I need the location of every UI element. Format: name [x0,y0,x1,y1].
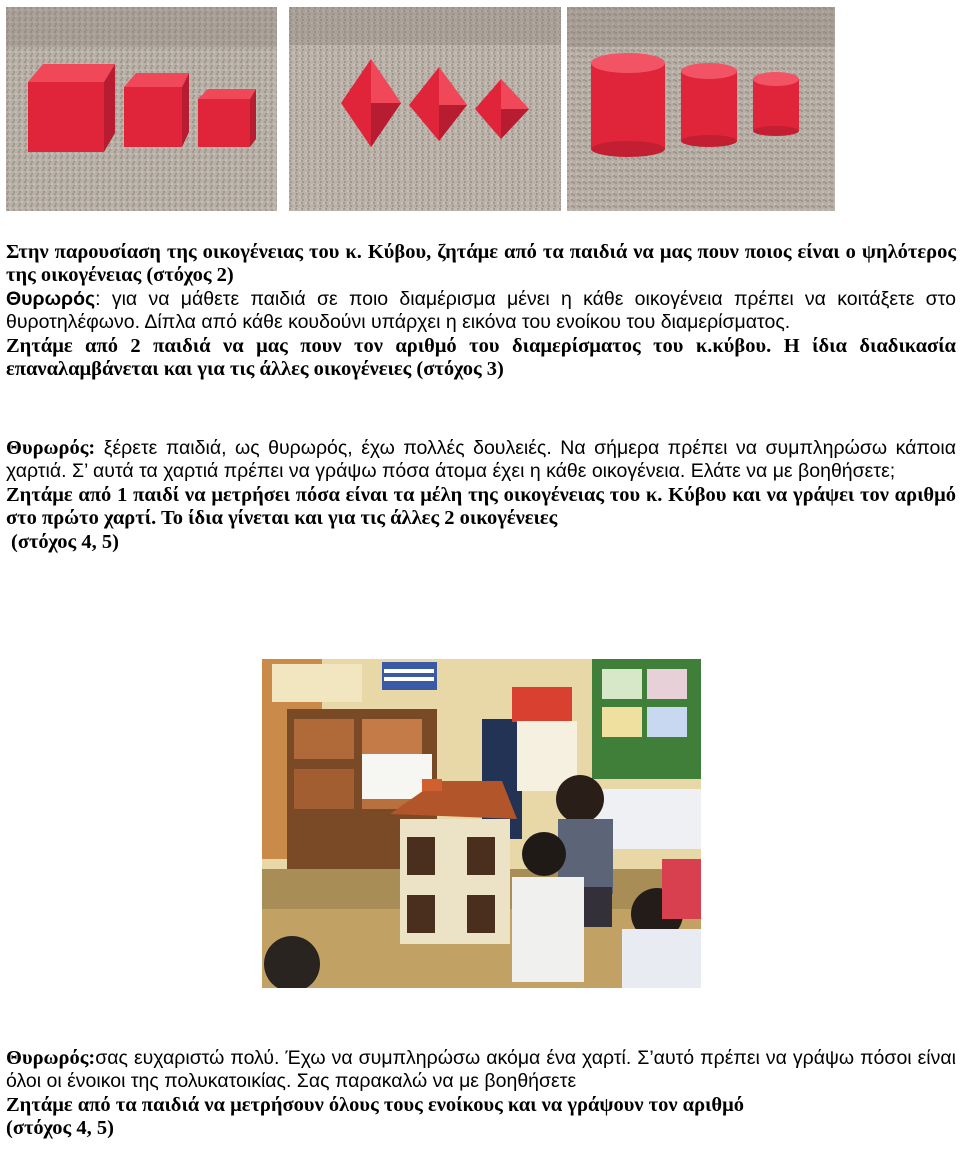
section-1 [6,241,956,381]
doorman-label: Θυρωρός: [6,1047,96,1069]
section-3 [6,1047,956,1141]
photo-classroom [262,659,701,988]
paragraph-doorman-2: Θυρωρός: ξέρετε παιδιά, ως θυρωρός, έχω πολλές δουλειές. Να σήμερα πρέπει να συμπληρώσω κάποια χαρτιά. Σ’ αυτά τα χαρτιά πρέπει να γράψω πόσα άτομα έχει η κάθε οικογένεια. Ελάτε να με βοηθήσετε; [6,437,956,483]
doorman-label: Θυρωρός [6,287,96,310]
photo-cubes [6,7,277,211]
paragraph-task-1: Ζητάμε από 2 παιδιά να μας πουν τον αριθμό του διαμερίσματος του κ.κύβου. Η ίδια διαδικασία επαναλαμβάνεται και για τις άλλες οικογένειες (στόχος 3) [6,334,956,381]
photo-pyramids [289,7,561,211]
paragraph-task-3: Ζητάμε από τα παιδιά να μετρήσουν όλους τους ενοίκους και να γράψουν τον αριθμό [6,1093,744,1116]
photo-cylinders [567,7,835,211]
goal-label-2: (στόχος 4, 5) [11,530,119,553]
paragraph-doorman-1: Θυρωρός: για να μάθετε παιδιά σε ποιο διαμέρισμα μένει η κάθε οικογένεια πρέπει να κοιτάξετε στο θυροτηλέφωνο. Δίπλα από κάθε κουδούνι υπάρχει η εικόνα του ενοίκου του διαμερίσματος. [6,287,956,334]
section-2 [6,437,956,554]
goal-label-3: (στόχος 4, 5) [6,1117,114,1140]
paragraph-task-2: Ζητάμε από 1 παιδί να μετρήσει πόσα είναι τα μέλη της οικογένειας του κ. Κύβου και να γράψει τον αριθμό στο πρώτο χαρτί. Το ίδια γίνεται και για τις άλλες 2 οικογένειες [6,483,956,530]
paragraph-family-intro: Στην παρουσίαση της οικογένειας του κ. Κύβου, ζητάμε από τα παιδιά να μας πουν ποιος είναι ο ψηλότερος της οικογένειας (στόχος 2) [6,241,956,287]
paragraph-doorman-3: Θυρωρός:σας ευχαριστώ πολύ. Έχω να συμπληρώσω ακόμα ένα χαρτί. Σ’αυτό πρέπει να γράψω πόσοι είναι όλοι οι ένοικοι της πολυκατοικίας. Σας παρακαλώ να με βοηθήσετε [6,1047,956,1093]
doorman-label: Θυρωρός: [6,437,96,459]
